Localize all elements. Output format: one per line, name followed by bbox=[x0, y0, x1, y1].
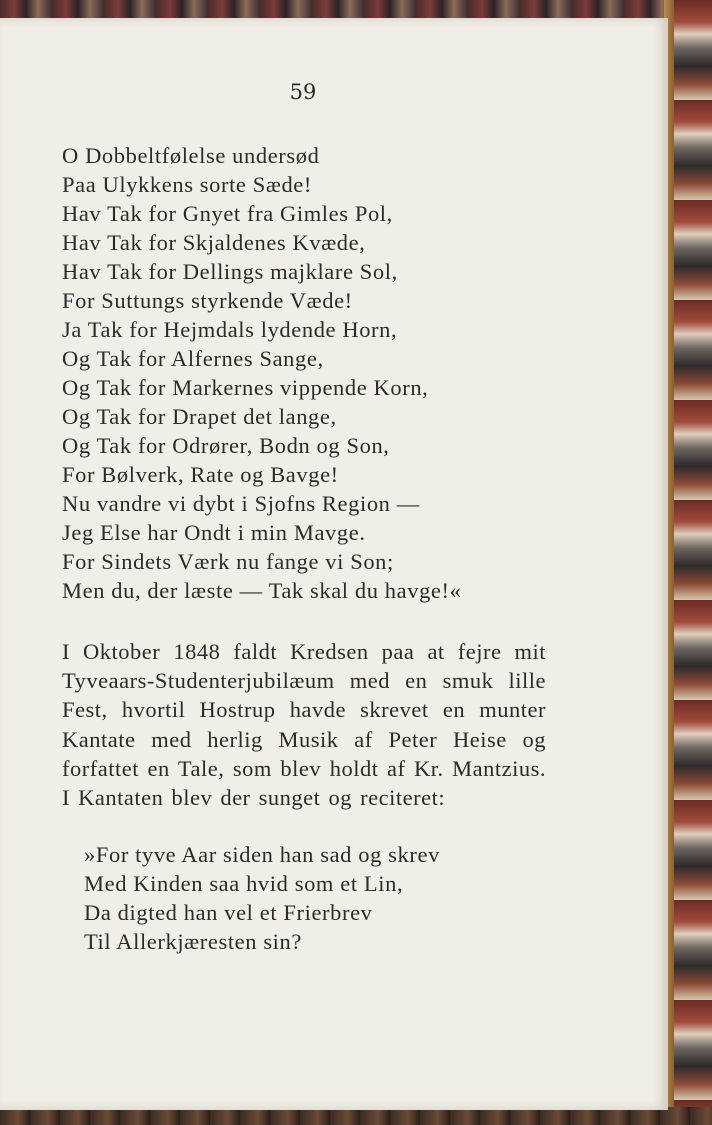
top-binding-edge bbox=[0, 0, 712, 20]
verse-line: For Sindets Værk nu fange vi Son; bbox=[62, 549, 394, 574]
verse-line: Og Tak for Alfernes Sange, bbox=[62, 346, 324, 371]
verse-line: Hav Tak for Dellings majklare Sol, bbox=[62, 259, 398, 284]
verse-line: Ja Tak for Hejmdals lydende Horn, bbox=[62, 317, 398, 342]
verse-line: Hav Tak for Gnyet fra Gimles Pol, bbox=[62, 201, 393, 226]
verse-line: Og Tak for Markernes vippende Korn, bbox=[62, 375, 429, 400]
verse-line: Men du, der læste — Tak skal du havge!« bbox=[62, 578, 462, 603]
cantata-line: Med Kinden saa hvid som et Lin, bbox=[84, 871, 404, 896]
verse-line: Hav Tak for Skjaldenes Kvæde, bbox=[62, 230, 366, 255]
verse-line: Og Tak for Drapet det lange, bbox=[62, 404, 337, 429]
verse-line: Jeg Else har Ondt i min Mavge. bbox=[62, 520, 366, 545]
verse-line: O Dobbeltfølelse undersød bbox=[62, 143, 320, 168]
cantata-line: »For tyve Aar siden han sad og skrev bbox=[84, 842, 440, 867]
prose-paragraph: I Oktober 1848 faldt Kredsen paa at fejre mit Tyveaars-Studenterjubilæum med en smuk lille Fest, hvortil Hostrup havde skrevet en munter Kantate med herlig Musik af Peter Heise og forfattet en Tale, som blev holdt af Kr. Mantzius. I Kantaten blev der sunget og reciteret: bbox=[62, 639, 546, 811]
poem-verse bbox=[62, 141, 461, 605]
verse-line: Og Tak for Odrører, Bodn og Son, bbox=[62, 433, 390, 458]
page-number: 59 bbox=[289, 80, 317, 104]
verse-line: For Bølverk, Rate og Bavge! bbox=[62, 462, 339, 487]
cantata-verse bbox=[84, 840, 440, 956]
verse-line: Paa Ulykkens sorte Sæde! bbox=[62, 172, 312, 197]
verse-line: Nu vandre vi dybt i Sjofns Region — bbox=[62, 491, 420, 516]
cantata-line: Da digted han vel et Frierbrev bbox=[84, 900, 373, 925]
book-page bbox=[0, 18, 668, 1110]
verse-line: For Suttungs styrkende Væde! bbox=[62, 288, 353, 313]
cantata-line: Til Allerkjæresten sin? bbox=[84, 929, 302, 954]
